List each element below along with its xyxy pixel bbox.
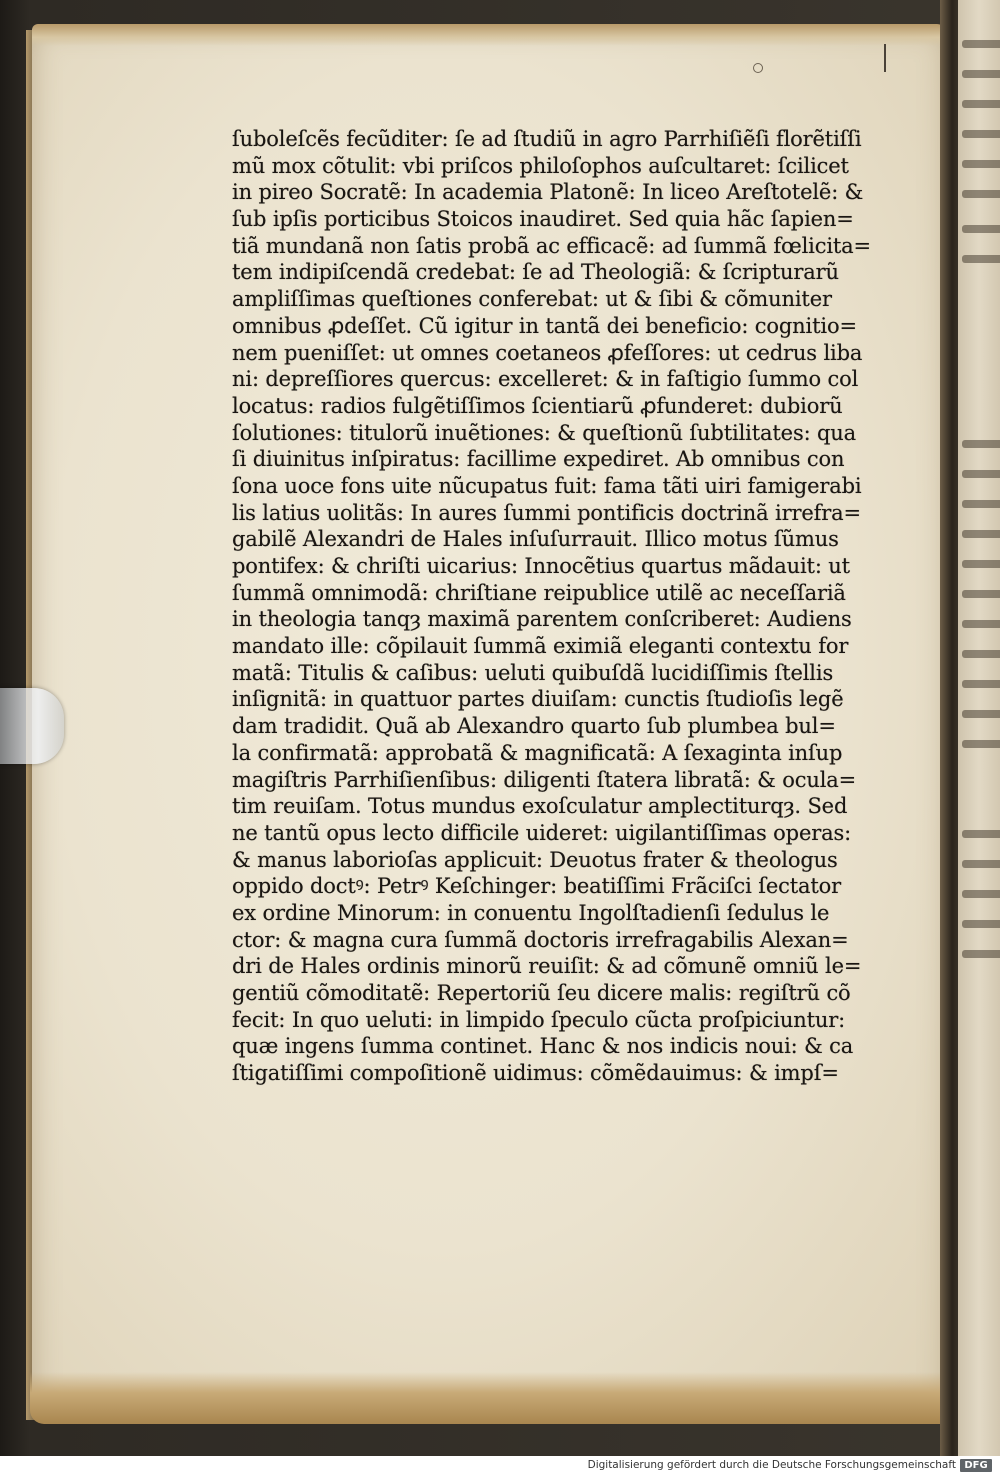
text-line: in theologia tanqȝ maximã parentem conſcriberet: Audiens [232,607,852,632]
text-line: ampliſſimas queſtiones conferebat: ut & ſibi & cõmuniter [232,287,832,312]
text-line: & manus laborioſas applicuit: Deuotus frater & theologus [232,847,838,872]
dfg-logo: DFG [960,1459,992,1472]
text-block [232,126,892,1087]
text-line: gabilẽ Alexandri de Hales inſuſurrauit. Illico motus ſũmus [232,527,839,552]
page-bottom-edge [30,1372,950,1424]
text-line: matã: Titulis & caſibus: ueluti quibuſdã lucidiſſimis ſtellis [232,660,834,685]
text-line: mandato ille: cõpilauit ſummã eximiã eleganti contextu for [232,634,849,659]
text-line: tem indipiſcendã credebat: ſe ad Theologiã: & ſcripturarũ [232,260,839,285]
text-line: dri de Hales ordinis minorũ reuiſit: & ad cõmunẽ omniũ le= [232,954,862,979]
text-line: ſuboleſcẽs fecũditer: ſe ad ſtudiũ in agro Parrhiſiẽſi florẽtiſſi [232,127,862,151]
text-line: ſtigatiſſimi compoſitionẽ uidimus: cõmẽdauimus: & impſ= [232,1061,839,1086]
text-line: magiſtris Parrhiſienſibus: diligenti ſtatera libratã: & ocula= [232,767,857,792]
book-gutter [940,0,960,1456]
text-line: tim reuiſam. Totus mundus exoſculatur amplectiturqȝ. Sed [232,794,848,819]
text-line: omnibus ꝓdeſſet. Cũ igitur in tantã dei beneficio: cognitio= [232,313,857,338]
text-line: fecit: In quo ueluti: in limpido ſpeculo cũcta proſpiciuntur: [232,1007,846,1032]
text-line: la confirmatã: approbatã & magnificatã: A ſexaginta inſup [232,740,843,765]
text-line: ctor: & magna cura ſummã doctoris irrefragabilis Alexan= [232,927,849,952]
text-line: tiã mundanã non ſatis probã ac efficacẽ: ad ſummã fœlicita= [232,233,872,258]
page-clip [0,688,64,764]
facing-page [958,0,1000,1456]
footer-bar [0,1456,1000,1476]
text-line: ſolutiones: titulorũ inuẽtiones: & queſtionũ ſubtilitates: qua [232,420,857,445]
page-top-edge [32,24,947,46]
text-line: locatus: radios fulgẽtiſſimos ſcientiarũ ꝓfunderet: dubiorũ [232,393,843,418]
text-line: ne tantũ opus lecto difficile uideret: uigilantiſſimas operas: [232,820,852,845]
text-line: lis latius uolitãs: In aures ſummi pontificis doctrinã irrefra= [232,500,861,525]
text-line: inſignitã: in quattuor partes diuiſam: cunctis ſtudioſis legẽ [232,687,844,712]
text-line: pontifex: & chriſti uicarius: Innocẽtius quartus mãdauit: ut [232,554,850,578]
pin-hole [753,63,763,73]
text-line: ſi diuinitus inſpiratus: facillime expediret. Ab omnibus con [232,447,845,472]
funding-credit: Digitalisierung gefördert durch die Deutsche Forschungsgemeinschaft [587,1459,956,1471]
text-line: mũ mox cõtulit: vbi priſcos philoſophos auſcultaret: ſcilicet [232,153,849,178]
text-line: ni: depreſſiores quercus: excelleret: & in faſtigio ſummo col [232,367,859,392]
text-line: quæ ingens ſumma continet. Hanc & nos indicis noui: & ca [232,1034,854,1059]
text-line: in pireo Socratẽ: In academia Platonẽ: In liceo Areſtotelẽ: & [232,180,864,205]
text-line: nem pueniſſet: ut omnes coetaneos ꝓfeſſores: ut cedrus liba [232,340,863,365]
text-line: ex ordine Minorum: in conuentu Ingolſtadienſi ſedulus le [232,900,830,925]
text-line: oppido doctꝰ: Petrꝰ Keſchinger: beatiſſimi Frãciſci ſectator [232,874,842,899]
margin-mark [884,44,886,72]
text-line: ſona uoce fons uite nũcupatus fuit: fama tãti uiri famigerabi [232,473,862,498]
text-line: ſub ipſis porticibus Stoicos inaudiret. Sed quia hãc ſapien= [232,207,854,232]
text-line: ſummã omnimodã: chriſtiane reipublice utilẽ ac neceſſariã [232,580,846,605]
text-line: gentiũ cõmoditatẽ: Repertoriũ ſeu dicere malis: regiſtrũ cõ [232,981,851,1005]
text-line: dam tradidit. Quã ab Alexandro quarto ſub plumbea bul= [232,714,836,739]
